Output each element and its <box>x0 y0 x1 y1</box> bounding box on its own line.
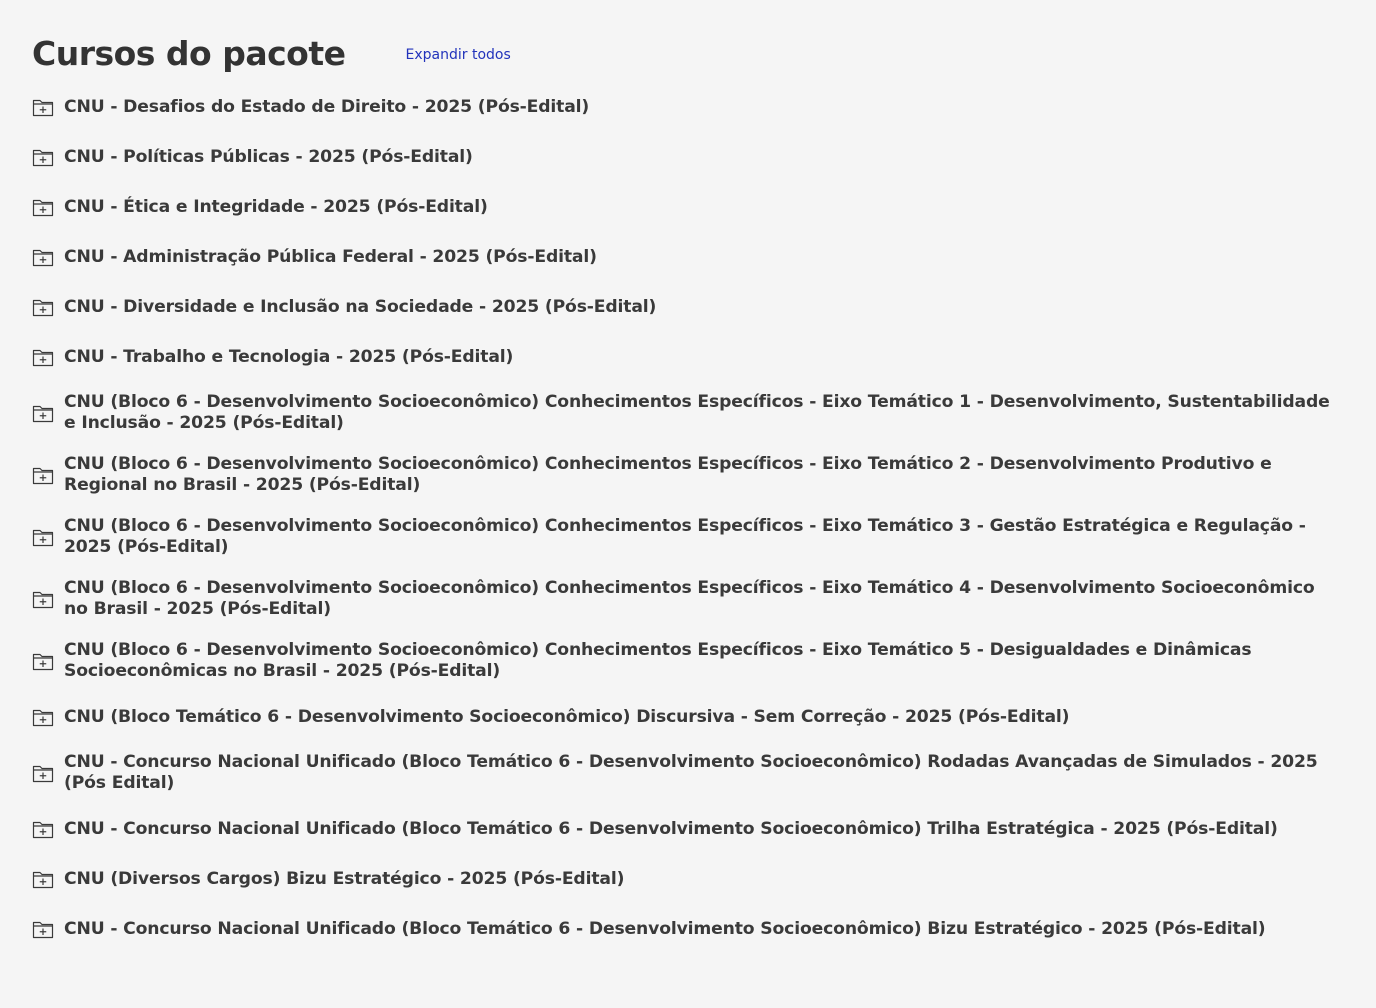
folder-plus-icon <box>32 247 54 267</box>
course-item[interactable] <box>32 282 1344 332</box>
folder-plus-icon <box>32 651 54 671</box>
course-title: CNU - Concurso Nacional Unificado (Bloco Temático 6 - Desenvolvimento Socioeconômico) Bizu Estratégico - 2025 (Pós-Edital) <box>64 918 1266 939</box>
course-title: CNU (Bloco 6 - Desenvolvimento Socioeconômico) Conhecimentos Específicos - Eixo Temático 4 - Desenvolvimento Socioeconômico no Brasil - 2025 (Pós-Edital) <box>64 578 1315 619</box>
folder-plus-icon <box>32 297 54 317</box>
course-item[interactable] <box>32 854 1344 904</box>
course-title: CNU (Bloco 6 - Desenvolvimento Socioeconômico) Conhecimentos Específicos - Eixo Temático 5 - Desigualdades e Dinâmicas Socioeconômicas no Brasil - 2025 (Pós-Edital) <box>64 640 1252 681</box>
course-item[interactable] <box>32 568 1344 630</box>
expand-all-link[interactable]: Expandir todos <box>405 47 511 63</box>
folder-plus-icon <box>32 403 54 423</box>
course-item[interactable] <box>32 82 1344 132</box>
course-item[interactable] <box>32 444 1344 506</box>
folder-plus-icon <box>32 763 54 783</box>
folder-plus-icon <box>32 465 54 485</box>
course-item[interactable] <box>32 506 1344 568</box>
folder-plus-icon <box>32 589 54 609</box>
course-title: CNU (Bloco 6 - Desenvolvimento Socioeconômico) Conhecimentos Específicos - Eixo Temático 3 - Gestão Estratégica e Regulação - 2025 (Pós-Edital) <box>64 516 1306 557</box>
folder-plus-icon <box>32 97 54 117</box>
course-title: CNU - Concurso Nacional Unificado (Bloco Temático 6 - Desenvolvimento Socioeconômico) Trilha Estratégica - 2025 (Pós-Edital) <box>64 818 1278 839</box>
course-item[interactable] <box>32 692 1344 742</box>
folder-plus-icon <box>32 527 54 547</box>
course-item[interactable] <box>32 382 1344 444</box>
course-title: CNU - Administração Pública Federal - 2025 (Pós-Edital) <box>64 246 597 267</box>
course-item[interactable] <box>32 332 1344 382</box>
course-item[interactable] <box>32 132 1344 182</box>
course-item[interactable] <box>32 904 1344 954</box>
course-title: CNU - Políticas Públicas - 2025 (Pós-Edital) <box>64 146 473 167</box>
folder-plus-icon <box>32 869 54 889</box>
course-list <box>32 82 1344 954</box>
page-title: Cursos do pacote <box>32 33 346 73</box>
course-title: CNU - Desafios do Estado de Direito - 2025 (Pós-Edital) <box>64 96 590 117</box>
course-title: CNU (Bloco Temático 6 - Desenvolvimento Socioeconômico) Discursiva - Sem Correção - 2025 (Pós-Edital) <box>64 706 1070 727</box>
folder-plus-icon <box>32 147 54 167</box>
course-item[interactable] <box>32 182 1344 232</box>
course-package-section <box>32 30 1344 954</box>
course-title: CNU - Trabalho e Tecnologia - 2025 (Pós-Edital) <box>64 346 514 367</box>
folder-plus-icon <box>32 347 54 367</box>
course-title: CNU - Ética e Integridade - 2025 (Pós-Edital) <box>64 196 488 217</box>
course-title: CNU (Bloco 6 - Desenvolvimento Socioeconômico) Conhecimentos Específicos - Eixo Temático 2 - Desenvolvimento Produtivo e Regional no Brasil - 2025 (Pós-Edital) <box>64 454 1272 495</box>
folder-plus-icon <box>32 707 54 727</box>
section-header <box>32 30 1344 76</box>
course-item[interactable] <box>32 630 1344 692</box>
folder-plus-icon <box>32 819 54 839</box>
course-title: CNU - Concurso Nacional Unificado (Bloco Temático 6 - Desenvolvimento Socioeconômico) Rodadas Avançadas de Simulados - 2025 (Pós Edital) <box>64 752 1318 793</box>
course-title: CNU - Diversidade e Inclusão na Sociedade - 2025 (Pós-Edital) <box>64 296 657 317</box>
course-title: CNU (Diversos Cargos) Bizu Estratégico - 2025 (Pós-Edital) <box>64 868 625 889</box>
course-title: CNU (Bloco 6 - Desenvolvimento Socioeconômico) Conhecimentos Específicos - Eixo Temático 1 - Desenvolvimento, Sustentabilidade e Inclusão - 2025 (Pós-Edital) <box>64 392 1330 433</box>
folder-plus-icon <box>32 197 54 217</box>
folder-plus-icon <box>32 919 54 939</box>
course-item[interactable] <box>32 742 1344 804</box>
course-item[interactable] <box>32 232 1344 282</box>
course-item[interactable] <box>32 804 1344 854</box>
